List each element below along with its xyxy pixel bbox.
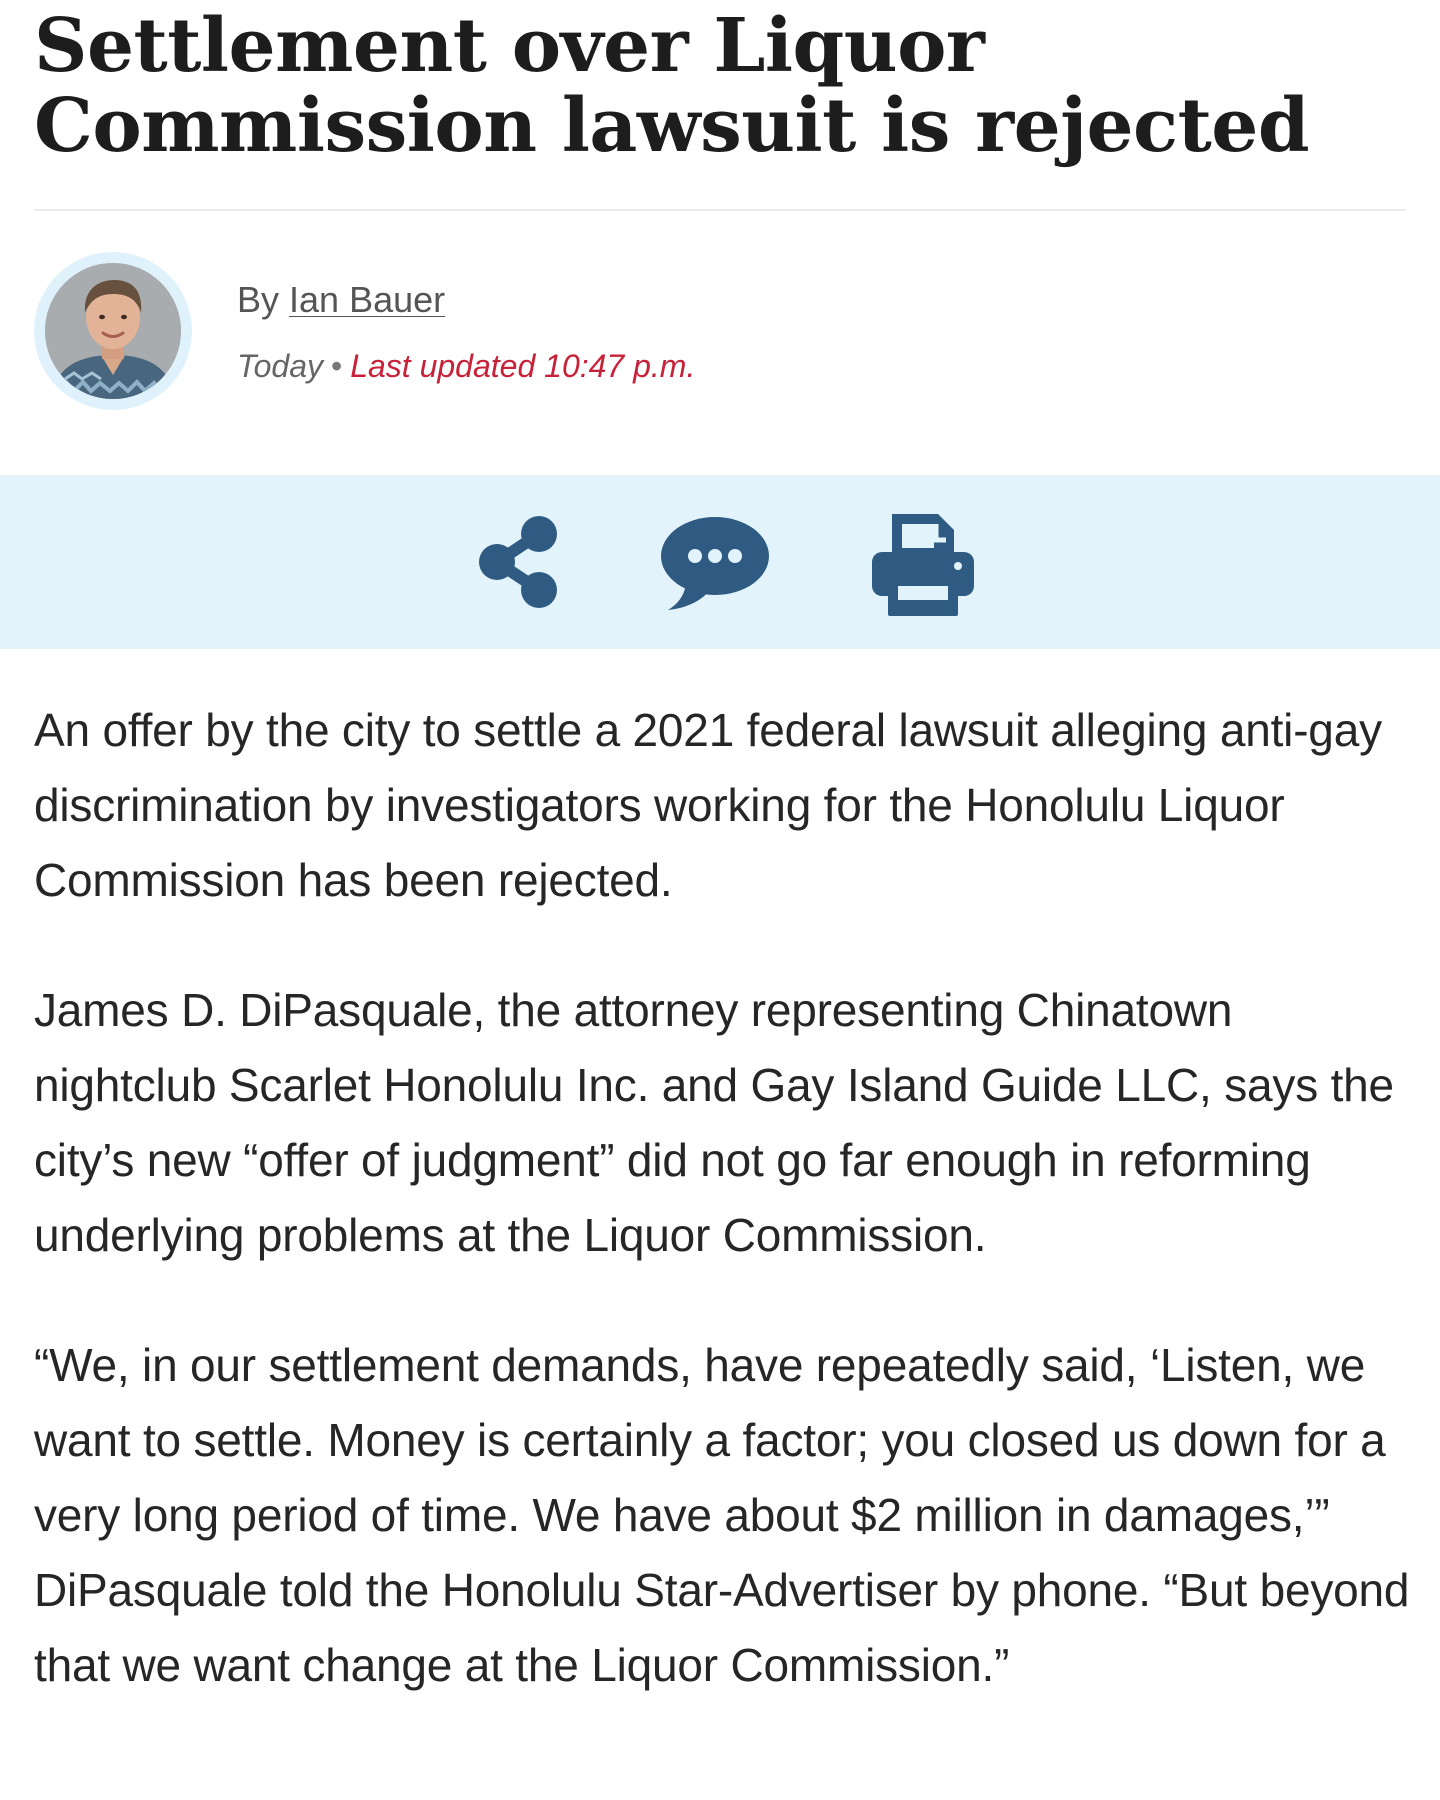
dateline-separator: • <box>331 348 343 384</box>
article-paragraph: “We, in our settlement demands, have repeatedly said, ‘Listen, we want to settle. Money is certainly a factor; you closed us down for a very long period of time. We have about $2 million in damages,’” DiPasquale told the Honolulu Star-Advertiser by phone. “But beyond that we want change at the Liquor Commission.” <box>34 1339 1410 1691</box>
article-body <box>34 693 1414 1758</box>
comment-button[interactable] <box>658 506 770 618</box>
author-link[interactable]: Ian Bauer <box>289 279 446 320</box>
share-button[interactable] <box>457 506 569 618</box>
comment-icon <box>658 506 770 618</box>
date-label: Today <box>237 348 323 384</box>
article-action-bar <box>0 475 1440 649</box>
dateline <box>237 346 695 386</box>
byline-block <box>34 252 1034 412</box>
headline-divider <box>34 209 1406 211</box>
author-avatar[interactable] <box>34 252 192 410</box>
article-paragraph: James D. DiPasquale, the attorney representing Chinatown nightclub Scarlet Honolulu Inc. and Gay Island Guide LLC, says the city’s new “offer of judgment” did not go far enough in reforming underlying problems at the Liquor Commission. <box>34 984 1394 1261</box>
byline <box>237 278 445 322</box>
article-paragraph: An offer by the city to settle a 2021 federal lawsuit alleging anti-gay discrimination by investigators working for the Honolulu Liquor Commission has been rejected. <box>34 704 1382 906</box>
print-icon <box>866 506 978 618</box>
byline-prefix: By <box>237 279 280 320</box>
print-button[interactable] <box>866 506 978 618</box>
article-headline: Settlement over Liquor Commission lawsuit is rejected <box>34 3 1310 169</box>
last-updated-label: Last updated 10:47 p.m. <box>350 348 696 384</box>
share-icon <box>457 506 569 618</box>
author-photo <box>45 263 181 399</box>
